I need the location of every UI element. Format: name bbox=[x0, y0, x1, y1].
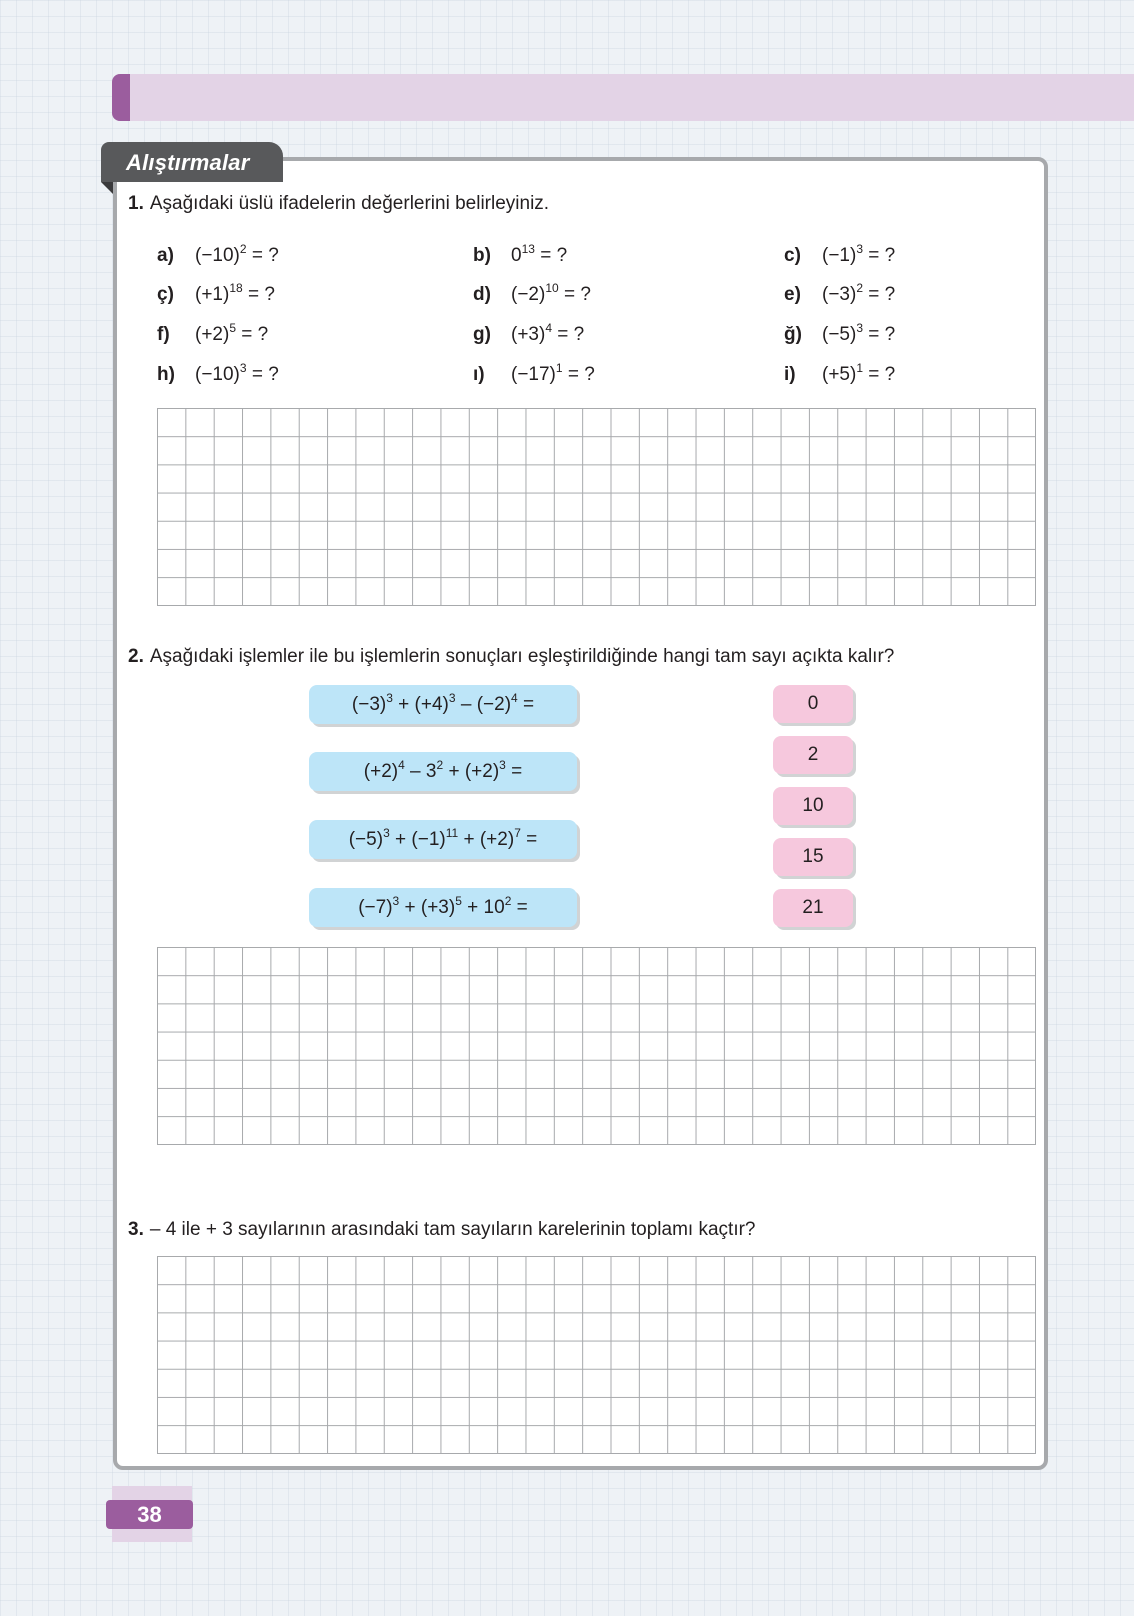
item-tail: = ? bbox=[863, 364, 896, 385]
item-base: 0 bbox=[511, 245, 522, 266]
item-tail: = ? bbox=[863, 324, 896, 345]
item-exponent: 18 bbox=[229, 281, 243, 295]
item-tail: = ? bbox=[562, 364, 595, 385]
header-bar bbox=[112, 74, 1134, 121]
question-3-number: 3. bbox=[128, 1219, 144, 1240]
exercise-item bbox=[784, 321, 896, 346]
question-3 bbox=[128, 1219, 756, 1241]
item-base: (−5) bbox=[822, 324, 857, 345]
exercise-item bbox=[473, 361, 595, 386]
item-base: (−3) bbox=[822, 284, 857, 305]
item-exponent: 2 bbox=[856, 281, 864, 295]
item-label: i) bbox=[784, 364, 796, 385]
item-exponent: 10 bbox=[545, 281, 559, 295]
item-base: (+3) bbox=[511, 324, 546, 345]
item-base: (−1) bbox=[822, 245, 857, 266]
section-title: Alıştırmalar bbox=[101, 142, 283, 182]
item-tail: = ? bbox=[246, 364, 279, 385]
exercise-item bbox=[784, 242, 896, 267]
result-card[interactable]: 21 bbox=[773, 889, 853, 927]
item-tail: = ? bbox=[242, 284, 275, 305]
question-1-text: Aşağıdaki üslü ifadelerin değerlerini belirleyiniz. bbox=[149, 193, 550, 214]
item-base: (−17) bbox=[511, 364, 556, 385]
item-exponent: 1 bbox=[856, 361, 864, 375]
answer-grid-2[interactable] bbox=[157, 947, 1036, 1145]
answer-grid-3[interactable] bbox=[157, 1256, 1036, 1454]
item-tail: = ? bbox=[236, 324, 269, 345]
exercise-item bbox=[473, 281, 591, 306]
item-tail: = ? bbox=[863, 245, 896, 266]
result-card[interactable]: 0 bbox=[773, 685, 853, 723]
item-exponent: 13 bbox=[521, 242, 535, 256]
expression-card[interactable]: $(-7)^3 + (+3)^5 + 10^2$ = bbox=[309, 888, 577, 927]
question-3-text: – 4 ile + 3 sayılarının arasındaki tam sayıların karelerinin toplamı kaçtır? bbox=[149, 1219, 756, 1240]
item-label: ç) bbox=[157, 284, 174, 305]
item-label: h) bbox=[157, 364, 175, 385]
item-exponent: 2 bbox=[239, 242, 247, 256]
expression-card[interactable]: $(-5)^3 + (-1)^{11} + (+2)^7$ = bbox=[309, 820, 577, 859]
exercise-item bbox=[157, 321, 269, 346]
exercise-item bbox=[157, 361, 279, 386]
result-card[interactable]: 2 bbox=[773, 736, 853, 774]
exercise-item bbox=[784, 281, 896, 306]
item-exponent: 5 bbox=[229, 321, 237, 335]
exercise-item bbox=[784, 361, 896, 386]
item-base: (−2) bbox=[511, 284, 546, 305]
item-label: d) bbox=[473, 284, 491, 305]
item-tail: = ? bbox=[246, 245, 279, 266]
item-tail: = ? bbox=[558, 284, 591, 305]
item-label: ğ) bbox=[784, 324, 802, 345]
item-base: (+5) bbox=[822, 364, 857, 385]
item-exponent: 4 bbox=[545, 321, 553, 335]
item-label: f) bbox=[157, 324, 170, 345]
item-exponent: 3 bbox=[239, 361, 247, 375]
item-base: (+2) bbox=[195, 324, 230, 345]
item-label: g) bbox=[473, 324, 491, 345]
exercise-item bbox=[473, 321, 585, 346]
answer-grid-1[interactable] bbox=[157, 408, 1036, 606]
result-card[interactable]: 15 bbox=[773, 838, 853, 876]
item-base: (+1) bbox=[195, 284, 230, 305]
question-1-number: 1. bbox=[128, 193, 144, 214]
item-label: c) bbox=[784, 245, 801, 266]
item-exponent: 1 bbox=[555, 361, 563, 375]
exercise-item bbox=[157, 281, 275, 306]
item-exponent: 3 bbox=[856, 321, 864, 335]
exercise-item bbox=[157, 242, 279, 267]
item-tail: = ? bbox=[534, 245, 568, 266]
question-2-text: Aşağıdaki işlemler ile bu işlemlerin sonuçları eşleştirildiğinde hangi tam sayı açıkta kalır? bbox=[149, 646, 895, 667]
item-label: a) bbox=[157, 245, 174, 266]
header-bar-accent bbox=[112, 74, 130, 121]
item-base: (−10) bbox=[195, 364, 240, 385]
expression-card[interactable]: $(+2)^4 - 3^2 + (+2)^3$ = bbox=[309, 752, 577, 791]
question-2-number: 2. bbox=[128, 646, 144, 667]
question-1 bbox=[128, 193, 549, 215]
expression-card[interactable]: $(-3)^3 + (+4)^3 - (-2)^4$ = bbox=[309, 685, 577, 724]
item-base: (−10) bbox=[195, 245, 240, 266]
page-number: 38 bbox=[106, 1500, 193, 1529]
item-label: ı) bbox=[473, 364, 485, 385]
item-tail: = ? bbox=[863, 284, 896, 305]
question-2 bbox=[128, 646, 894, 668]
exercise-item bbox=[473, 242, 568, 267]
item-label: e) bbox=[784, 284, 801, 305]
item-exponent: 3 bbox=[856, 242, 864, 256]
result-card[interactable]: 10 bbox=[773, 787, 853, 825]
item-tail: = ? bbox=[552, 324, 585, 345]
item-label: b) bbox=[473, 245, 491, 266]
